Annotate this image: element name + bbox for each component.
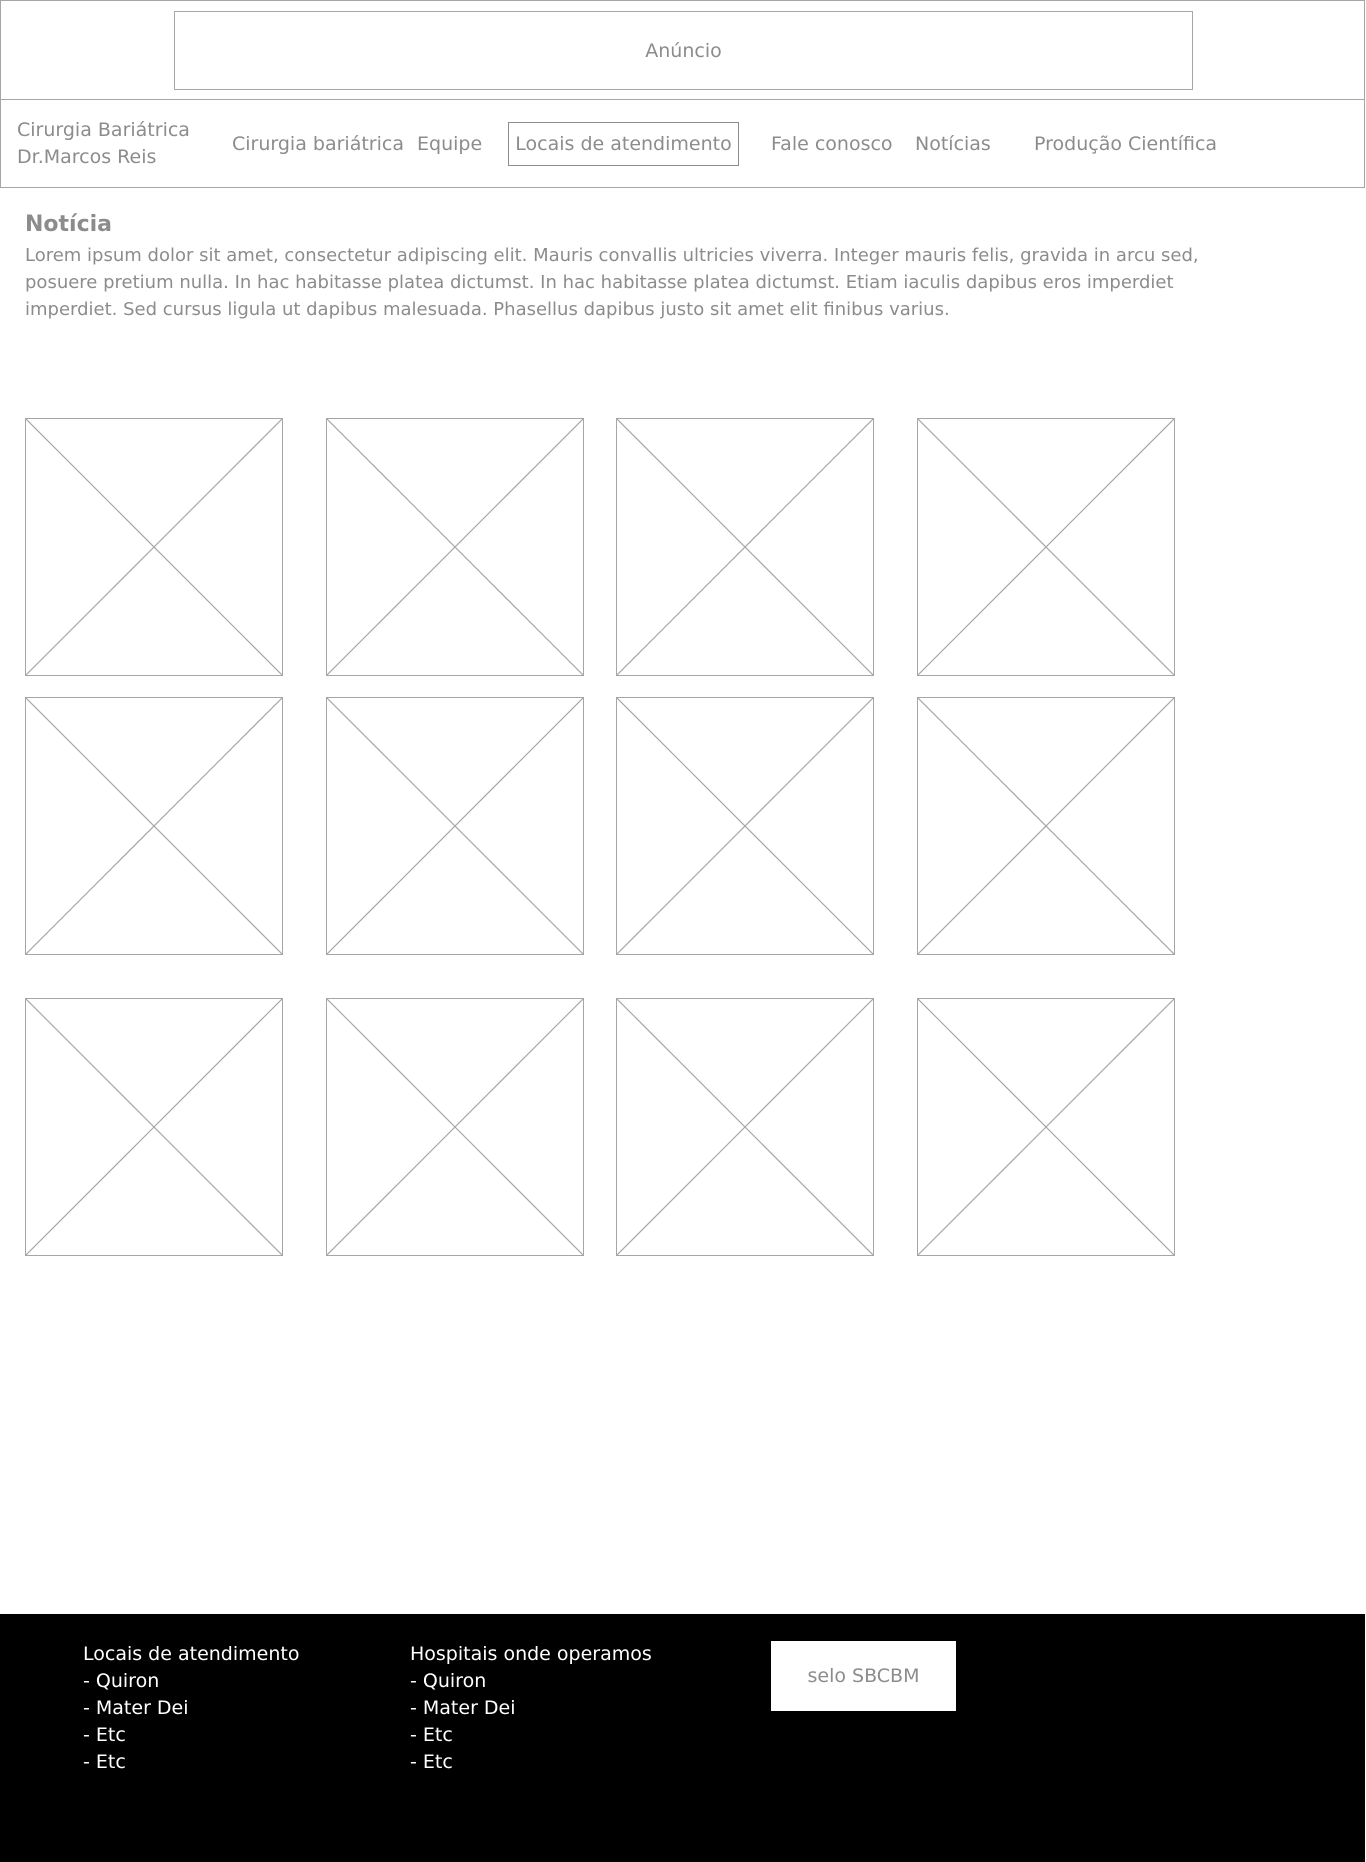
image-placeholder-icon (918, 999, 1174, 1255)
footer-hospital-item[interactable]: - Etc (410, 1751, 453, 1773)
image-placeholder-icon (617, 419, 873, 675)
image-placeholder[interactable] (616, 998, 874, 1256)
nav-cirurgia-bariatrica[interactable]: Cirurgia bariátrica (232, 133, 404, 155)
nav-producao-cientifica[interactable]: Produção Científica (1034, 133, 1218, 155)
sbcbm-seal (771, 1641, 956, 1711)
image-placeholder[interactable] (326, 998, 584, 1256)
nav-locais-de-atendimento[interactable] (508, 122, 739, 166)
footer-hospital-item[interactable]: - Quiron (410, 1670, 487, 1692)
nav-equipe[interactable]: Equipe (417, 133, 483, 155)
nav-active-label: Locais de atendimento (515, 133, 732, 155)
image-placeholder-icon (617, 999, 873, 1255)
image-placeholder[interactable] (25, 998, 283, 1256)
footer-hospital-item[interactable]: - Etc (410, 1724, 453, 1746)
brand-line-1: Cirurgia Bariátrica (17, 119, 190, 141)
image-placeholder[interactable] (616, 697, 874, 955)
footer-hospitals-title: Hospitais onde operamos (410, 1643, 652, 1665)
image-placeholder[interactable] (326, 418, 584, 676)
nav-fale-conosco[interactable]: Fale conosco (771, 133, 893, 155)
ad-label: Anúncio (645, 39, 722, 62)
image-placeholder-icon (327, 698, 583, 954)
image-placeholder[interactable] (917, 697, 1175, 955)
footer-locations (83, 1641, 299, 1776)
seal-label: selo SBCBM (807, 1665, 920, 1687)
footer-hospital-item[interactable]: - Mater Dei (410, 1697, 516, 1719)
footer-location-item[interactable]: - Etc (83, 1724, 126, 1746)
brand-logo[interactable] (17, 117, 190, 171)
footer-locations-title: Locais de atendimento (83, 1643, 300, 1665)
brand-line-2: Dr.Marcos Reis (17, 146, 157, 168)
image-placeholder-icon (327, 419, 583, 675)
image-placeholder-icon (26, 698, 282, 954)
news-body: Lorem ipsum dolor sit amet, consectetur adipiscing elit. Mauris convallis ultricies viverra. Integer mauris felis, gravida in arcu sed, posuere pretium nulla. In hac habitasse platea dictumst. In hac habitasse platea dictumst. Etiam iaculis dapibus eros imperdiet imperdiet. Sed cursus ligula ut dapibus malesuada. Phasellus dapibus justo sit amet elit finibus varius. (25, 245, 1199, 320)
image-placeholder[interactable] (616, 418, 874, 676)
image-placeholder-icon (918, 698, 1174, 954)
ad-banner[interactable] (174, 11, 1193, 90)
image-placeholder[interactable] (917, 998, 1175, 1256)
nav-noticias[interactable]: Notícias (915, 133, 991, 155)
footer-location-item[interactable]: - Quiron (83, 1670, 160, 1692)
image-placeholder-icon (26, 999, 282, 1255)
image-placeholder[interactable] (25, 697, 283, 955)
image-placeholder-icon (327, 999, 583, 1255)
image-placeholder-icon (918, 419, 1174, 675)
image-placeholder-icon (617, 698, 873, 954)
image-placeholder[interactable] (917, 418, 1175, 676)
footer-hospitals (410, 1641, 652, 1776)
image-placeholder[interactable] (25, 418, 283, 676)
image-placeholder[interactable] (326, 697, 584, 955)
footer-location-item[interactable]: - Etc (83, 1751, 126, 1773)
news-title: Notícia (25, 212, 113, 237)
image-placeholder-icon (26, 419, 282, 675)
footer-location-item[interactable]: - Mater Dei (83, 1697, 189, 1719)
